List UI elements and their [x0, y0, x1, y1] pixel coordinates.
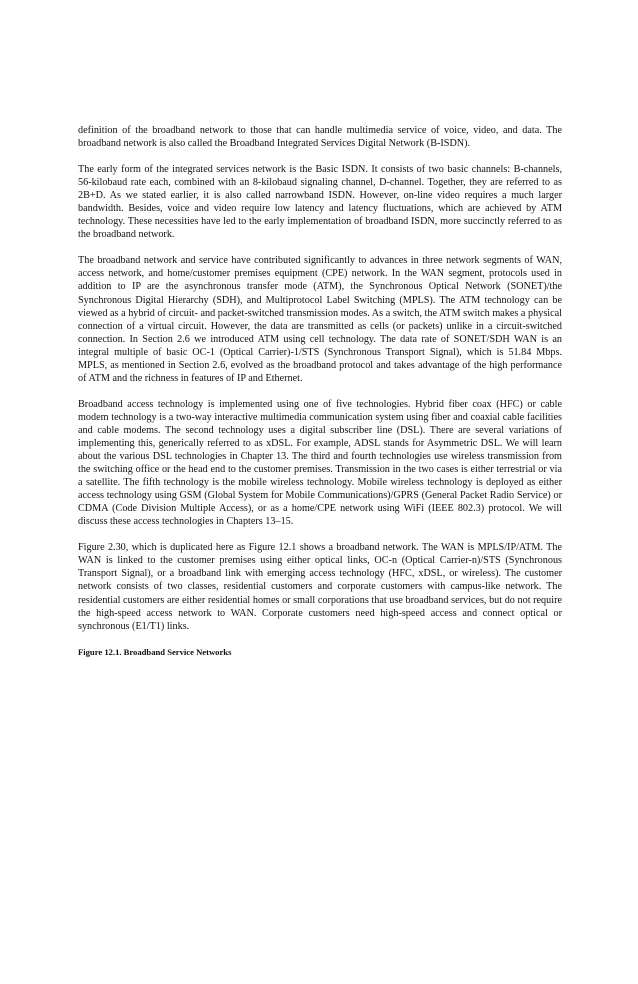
paragraph-basic-isdn: The early form of the integrated services network is the Basic ISDN. It consists of two basic channels: B-channels, 56-kilobaud rate each, combined with an 8-kilobaud signaling channel, D-channel. Together, they are referred to as 2B+D. As we stated earlier, it is also called narrowband ISDN. However, on-line video requires a much larger bandwidth. Besides, voice and video require low latency and latency fluctuations, which are achieved by ATM technology. These necessities have led to the early implementation of broadband ISDN, more succinctly referred to as the broadband network. — [78, 164, 562, 241]
paragraph-access-technology: Broadband access technology is implemented using one of five technologies. Hybrid fiber coax (HFC) or cable modem technology is a two-way interactive multimedia communication system using fiber and coaxial cable facilities and cable modems. The second technology uses a digital subscriber line (DSL). There are several variations of implementing this, generically referred to as xDSL. For example, ADSL stands for Asymmetric DSL. We will learn about the various DSL technologies in Chapter 13. The third and fourth technologies use wireless transmission from the switching office or the head end to the customer premises. Transmission in the two cases is either terrestrial or via a satellite. The fifth technology is the mobile wireless technology. Mobile wireless technology is deployed as either access technology using GSM (Global System for Mobile Communications)/GPRS (General Packet Radio Service) or CDMA (Code Division Multiple Access), or as a home/CPE network using WiFi (IEEE 802.3) protocol. We will discuss these access technologies in Chapters 13–15. — [78, 398, 562, 528]
paragraph-broadband-definition: definition of the broadband network to those that can handle multimedia service of voice, video, and data. The broadband network is also called the Broadband Integrated Services Digital Network (B-ISDN). — [78, 125, 562, 150]
paragraph-network-segments: The broadband network and service have contributed significantly to advances in three network segments of WAN, access network, and home/customer premises equipment (CPE) network. In the WAN segment, protocols used in addition to IP are the asynchronous transfer mode (ATM), the Synchronous Optical Network (SONET)/the Synchronous Digital Hierarchy (SDH), and Multiprotocol Label Switching (MPLS). The ATM technology can be viewed as a hybrid of circuit- and packet-switched transmission modes. As a switch, the ATM switch makes a physical connection of a virtual circuit. However, the data are transmitted as cells (or packets) unlike in a circuit-switched connection. In Section 2.6 we introduced ATM using cell technology. The data rate of SONET/SDH WAN is an integral multiple of basic OC-1 (Optical Carrier)-1/STS (Synchronous Transport Signal), which is 51.84 Mbps. MPLS, as mentioned in Section 2.6, evolved as the broadband protocol and takes advantage of the high performance of ATM and the richness in features of IP and Ethernet. — [78, 255, 562, 384]
figure-caption: Figure 12.1. Broadband Service Networks — [78, 646, 232, 657]
paragraph-figure-description: Figure 2.30, which is duplicated here as Figure 12.1 shows a broadband network. The WAN is MPLS/IP/ATM. The WAN is linked to the customer premises using either optical links, OC-n (Optical Carrier-n)/STS (Synchronous Transport Signal), or a broadband link with emerging access technology (HFC, xDSL, or wireless). The customer network consists of two classes, residential customers and corporate customers with campus-like network. The residential customers are either residential homes or small corporations that use broadband services, but do not require the high-speed access network to WAN. Corporate customers need high-speed access and connect optical or synchronous (E1/T1) links. — [78, 542, 562, 632]
document-page — [78, 124, 562, 659]
